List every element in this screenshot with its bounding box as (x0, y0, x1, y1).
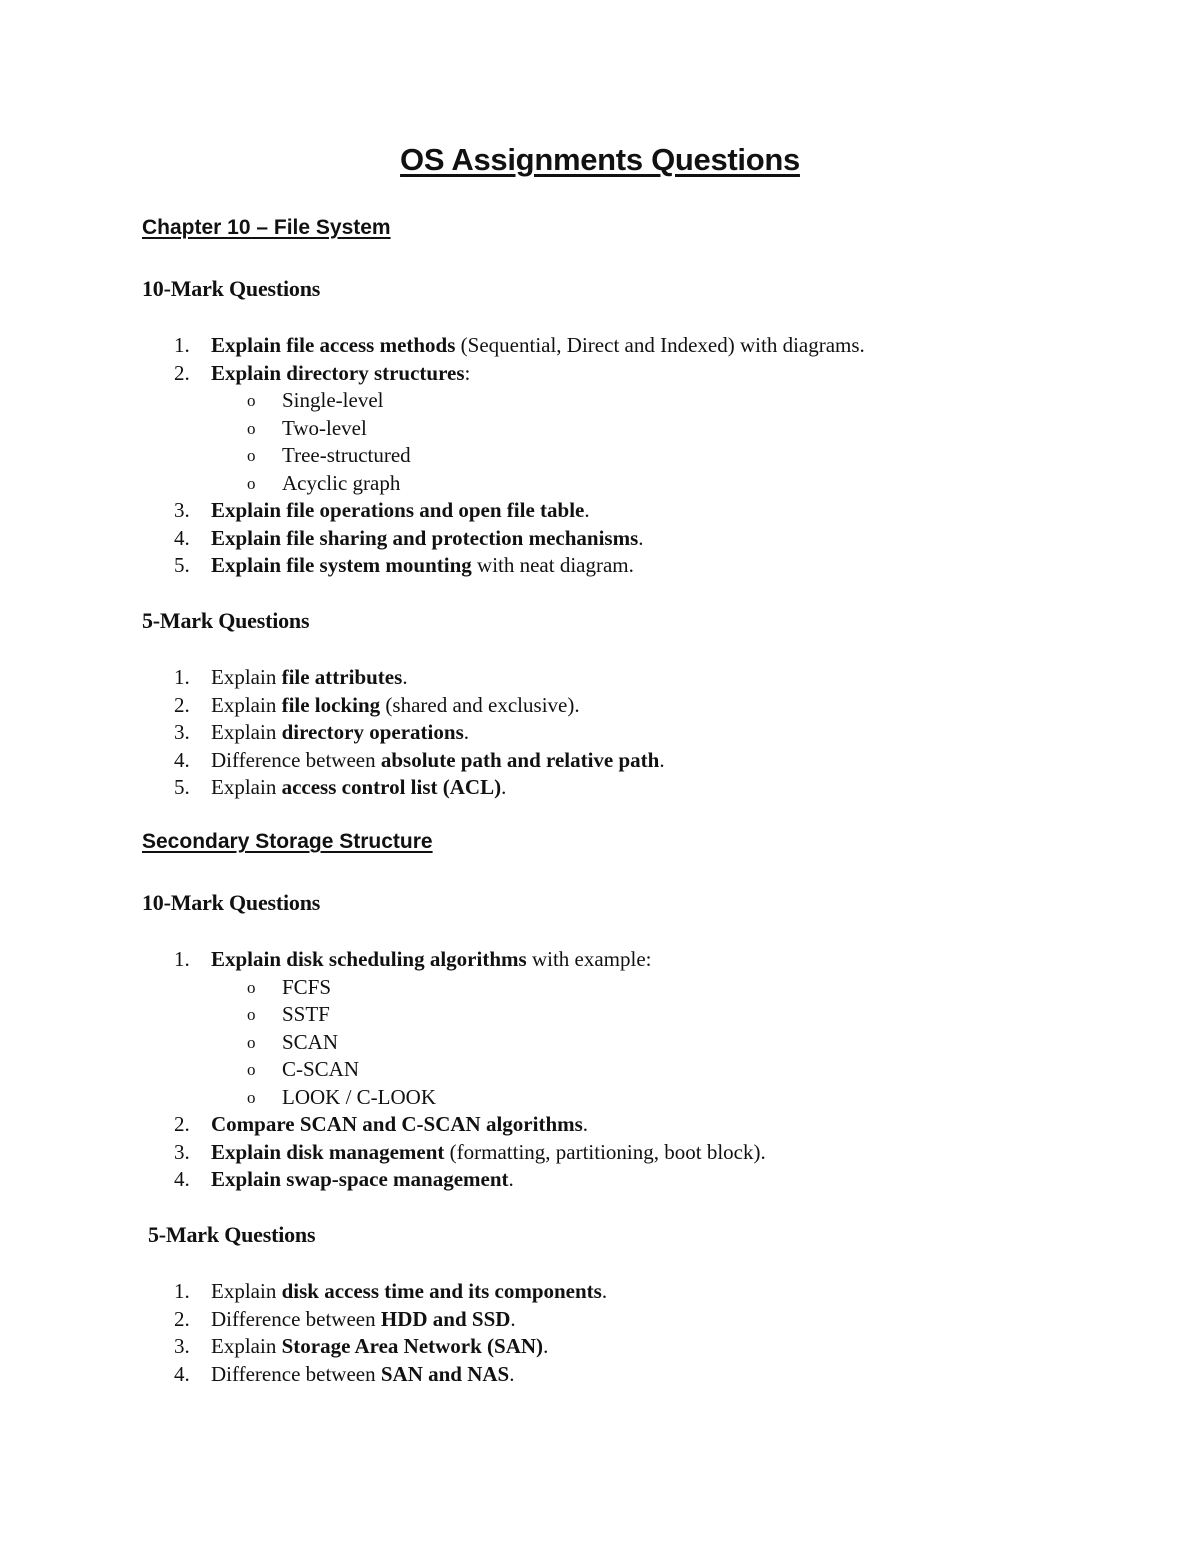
sub-list-item (0, 387, 865, 415)
question-key-phrase: Explain file operations and open file table (211, 498, 585, 522)
question-item (0, 719, 665, 747)
sub-list-item (0, 1056, 766, 1084)
question-text: . (638, 525, 644, 550)
circle-bullet-icon: o (247, 391, 256, 410)
question-text: with example: (526, 947, 652, 971)
question-text: . (659, 747, 665, 772)
question-item (0, 525, 865, 553)
question-item (0, 1278, 607, 1306)
sub-item-text: SSTF (282, 1002, 330, 1026)
question-text: . (584, 498, 590, 522)
sub-list-item (0, 415, 865, 443)
question-number: 2. (174, 1306, 190, 1331)
question-text: Explain (211, 665, 282, 689)
question-text: Explain (211, 1334, 282, 1358)
question-number: 1. (174, 333, 190, 357)
question-number: 3. (174, 720, 190, 744)
question-key-phrase: Compare SCAN and C-SCAN algorithms (211, 1112, 583, 1136)
question-item (0, 497, 865, 525)
sub-list-item (0, 1001, 766, 1029)
question-text: . (501, 775, 507, 799)
question-item (0, 946, 766, 974)
question-key-phrase: Explain file system mounting (211, 553, 472, 577)
sub-item-text: LOOK / C-LOOK (282, 1084, 436, 1109)
question-key-phrase: Explain disk management (211, 1139, 445, 1164)
question-key-phrase: Explain swap-space management (211, 1167, 509, 1191)
question-item (0, 1139, 766, 1167)
question-key-phrase: disk access time and its components (281, 1279, 602, 1303)
question-item (0, 1306, 607, 1334)
question-number: 2. (174, 1112, 190, 1136)
question-number: 3. (174, 1334, 190, 1358)
question-key-phrase: SAN and NAS (380, 1361, 510, 1386)
question-key-phrase: Explain file sharing and protection mechanisms (211, 525, 639, 550)
secondary-storage-heading: Secondary Storage Structure (142, 830, 433, 853)
sub-list-item (0, 470, 865, 498)
sub-item-text: Single-level (282, 388, 384, 412)
question-item (0, 664, 665, 692)
question-text: . (510, 1306, 516, 1331)
question-item (0, 747, 665, 775)
sub-item-text: C-SCAN (282, 1057, 360, 1081)
question-item (0, 1166, 766, 1194)
sub-list-item (0, 974, 766, 1002)
question-number: 1. (174, 665, 190, 689)
circle-bullet-icon: o (247, 446, 256, 465)
ss-five-mark-list (0, 1278, 607, 1388)
question-key-phrase: file attributes (281, 665, 403, 689)
question-text: Difference between (211, 747, 381, 772)
sub-item-text: Tree-structured (282, 443, 411, 467)
question-key-phrase: Explain directory structures (211, 360, 465, 385)
chapter-10-heading: Chapter 10 – File System (142, 216, 391, 239)
sub-item-text: Acyclic graph (282, 470, 401, 495)
circle-bullet-icon: o (247, 473, 256, 493)
question-number: 4. (174, 525, 190, 550)
question-text: . (582, 1112, 589, 1136)
circle-bullet-icon: o (247, 1005, 256, 1024)
question-key-phrase: HDD and SSD (380, 1306, 511, 1331)
question-text: . (508, 1167, 514, 1191)
sub-item-text: FCFS (282, 974, 332, 999)
question-number: 4. (174, 1361, 190, 1386)
ch10-five-mark-heading: 5-Mark Questions (142, 608, 310, 633)
circle-bullet-icon: o (247, 1060, 256, 1079)
question-key-phrase: file locking (281, 692, 381, 717)
question-text: . (601, 1279, 608, 1303)
ss-ten-mark-heading: 10-Mark Questions (142, 890, 321, 915)
question-item (0, 332, 865, 360)
question-text: . (543, 1334, 549, 1358)
question-key-phrase: directory operations (281, 720, 464, 744)
question-item (0, 1111, 766, 1139)
circle-bullet-icon: o (247, 1087, 256, 1107)
question-number: 4. (174, 747, 190, 772)
question-text: (shared and exclusive). (380, 692, 580, 717)
question-number: 2. (174, 692, 190, 717)
ch10-five-mark-list (0, 664, 665, 802)
sub-list-item (0, 1029, 766, 1057)
question-text: Explain (211, 1279, 282, 1303)
ch10-ten-mark-heading: 10-Mark Questions (142, 276, 321, 301)
question-number: 1. (174, 1279, 190, 1303)
question-key-phrase: access control list (ACL) (281, 775, 502, 799)
question-text: : (464, 360, 471, 385)
sub-item-text: Two-level (282, 415, 367, 440)
question-text: . (509, 1361, 515, 1386)
question-text: Difference between (211, 1361, 381, 1386)
question-text: . (463, 720, 469, 744)
sub-list-item (0, 1084, 766, 1112)
question-text: Explain (211, 692, 282, 717)
question-number: 3. (174, 498, 190, 522)
question-number: 4. (174, 1167, 190, 1191)
question-text: (Sequential, Direct and Indexed) with diagrams. (455, 333, 865, 357)
question-text: (formatting, partitioning, boot block). (444, 1139, 766, 1164)
question-key-phrase: absolute path and relative path (380, 747, 660, 772)
question-item (0, 552, 865, 580)
question-text: with neat diagram. (471, 553, 634, 577)
ch10-ten-mark-list (0, 332, 865, 580)
circle-bullet-icon: o (247, 418, 256, 438)
page-title: OS Assignments Questions (400, 142, 800, 177)
circle-bullet-icon: o (247, 1032, 256, 1052)
sub-list-item (0, 442, 865, 470)
question-item (0, 692, 665, 720)
question-text: Explain (211, 720, 282, 744)
ss-five-mark-heading: 5-Mark Questions (148, 1222, 316, 1247)
question-item (0, 360, 865, 388)
sub-item-text: SCAN (282, 1029, 339, 1054)
question-number: 2. (174, 360, 190, 385)
question-text: Difference between (211, 1306, 381, 1331)
question-item (0, 774, 665, 802)
question-item (0, 1333, 607, 1361)
question-text: Explain (211, 775, 282, 799)
circle-bullet-icon: o (247, 977, 256, 997)
question-number: 5. (174, 553, 190, 577)
question-number: 1. (174, 947, 190, 971)
question-text: . (402, 665, 408, 689)
question-item (0, 1361, 607, 1389)
question-key-phrase: Storage Area Network (SAN) (281, 1334, 544, 1358)
question-number: 5. (174, 775, 190, 799)
question-number: 3. (174, 1139, 190, 1164)
question-key-phrase: Explain disk scheduling algorithms (211, 947, 527, 971)
ss-ten-mark-list (0, 946, 766, 1194)
question-key-phrase: Explain file access methods (211, 333, 456, 357)
